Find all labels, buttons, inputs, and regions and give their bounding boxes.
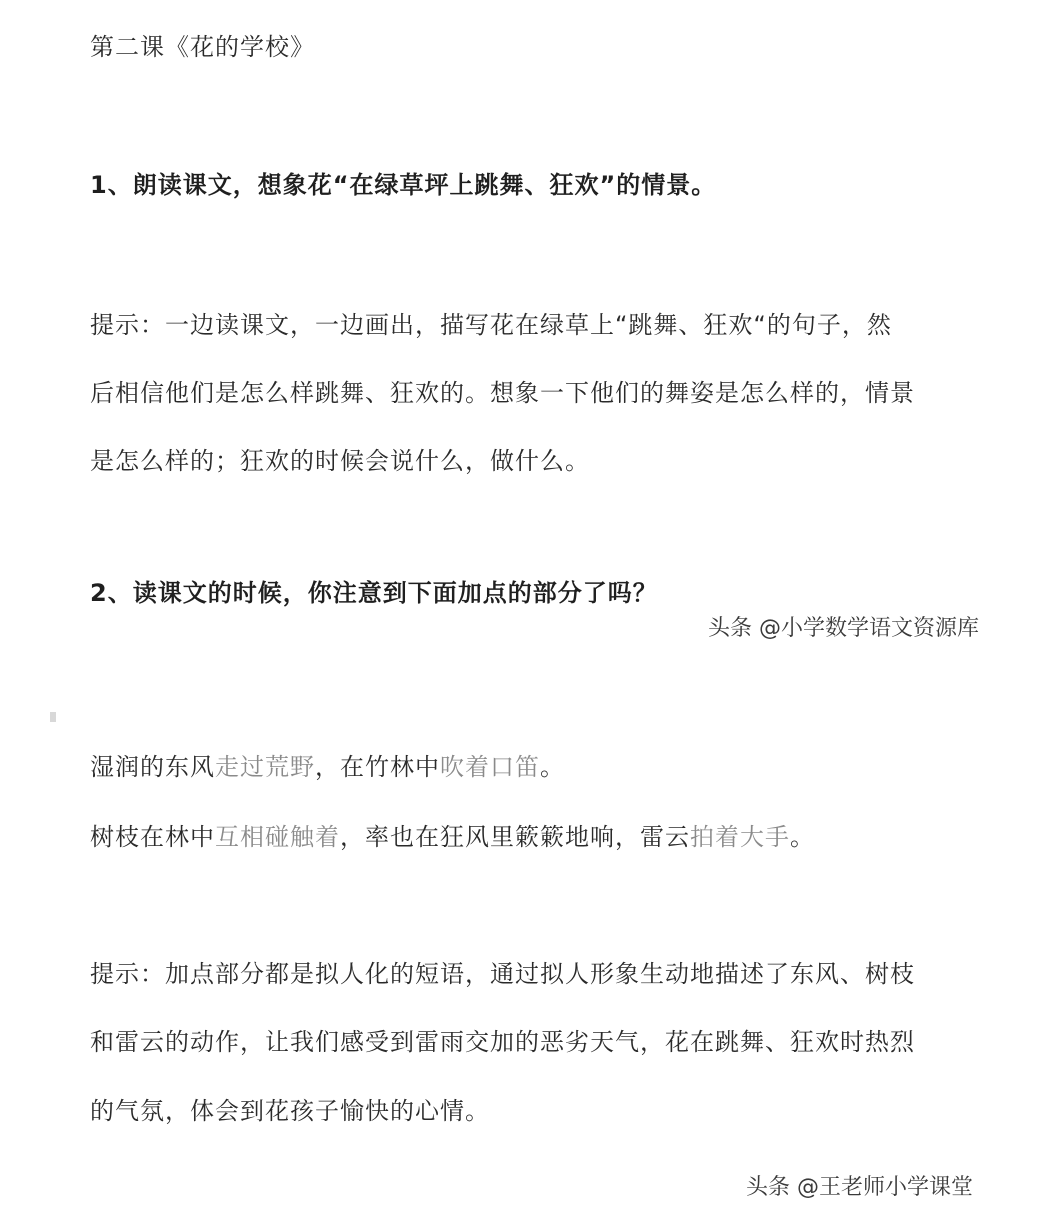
sentence-1-part-3: 。	[540, 753, 565, 781]
question-1: 1、朗读课文，想象花“在绿草坪上跳舞、狂欢”的情景。	[90, 171, 717, 199]
sentence-1-dotted-phrase-1: 走过荒野	[215, 753, 315, 781]
watermark-bottom: 头条 @王老师小学课堂	[746, 1175, 973, 1200]
hint-2-line-2: 和雷云的动作，让我们感受到雷雨交加的恶劣天气，花在跳舞、狂欢时热烈	[90, 1028, 915, 1056]
hint-2-line-1: 提示：加点部分都是拟人化的短语，通过拟人形象生动地描述了东风、树枝	[90, 960, 915, 988]
example-sentence-2	[90, 820, 815, 854]
sentence-2-part-1: 树枝在林中	[90, 823, 215, 851]
hint-1-line-1: 提示：一边读课文，一边画出，描写花在绿草上“跳舞、狂欢“的句子，然	[90, 311, 892, 339]
hint-2-line-3: 的气氛，体会到花孩子愉快的心情。	[90, 1097, 490, 1125]
hint-1-line-3: 是怎么样的；狂欢的时候会说什么，做什么。	[90, 447, 590, 475]
sentence-2-dotted-phrase-1: 互相碰触着	[215, 823, 340, 851]
sentence-2-part-2: ，率也在狂风里簌簌地响，雷云	[340, 823, 690, 851]
question-2: 2、读课文的时候，你注意到下面加点的部分了吗？	[90, 579, 658, 607]
sentence-1-part-2: ，在竹林中	[315, 753, 440, 781]
watermark-top: 头条 @小学数学语文资源库	[708, 616, 979, 641]
sentence-2-dotted-phrase-2: 拍着大手	[690, 823, 790, 851]
lesson-title: 第二课《花的学校》	[90, 33, 315, 61]
sentence-1-part-1: 湿润的东风	[90, 753, 215, 781]
example-sentence-1	[90, 750, 565, 784]
sentence-2-part-3: 。	[790, 823, 815, 851]
sentence-1-dotted-phrase-2: 吹着口笛	[440, 753, 540, 781]
scan-edge-mark	[50, 712, 56, 722]
hint-1-line-2: 后相信他们是怎么样跳舞、狂欢的。想象一下他们的舞姿是怎么样的，情景	[90, 379, 915, 407]
